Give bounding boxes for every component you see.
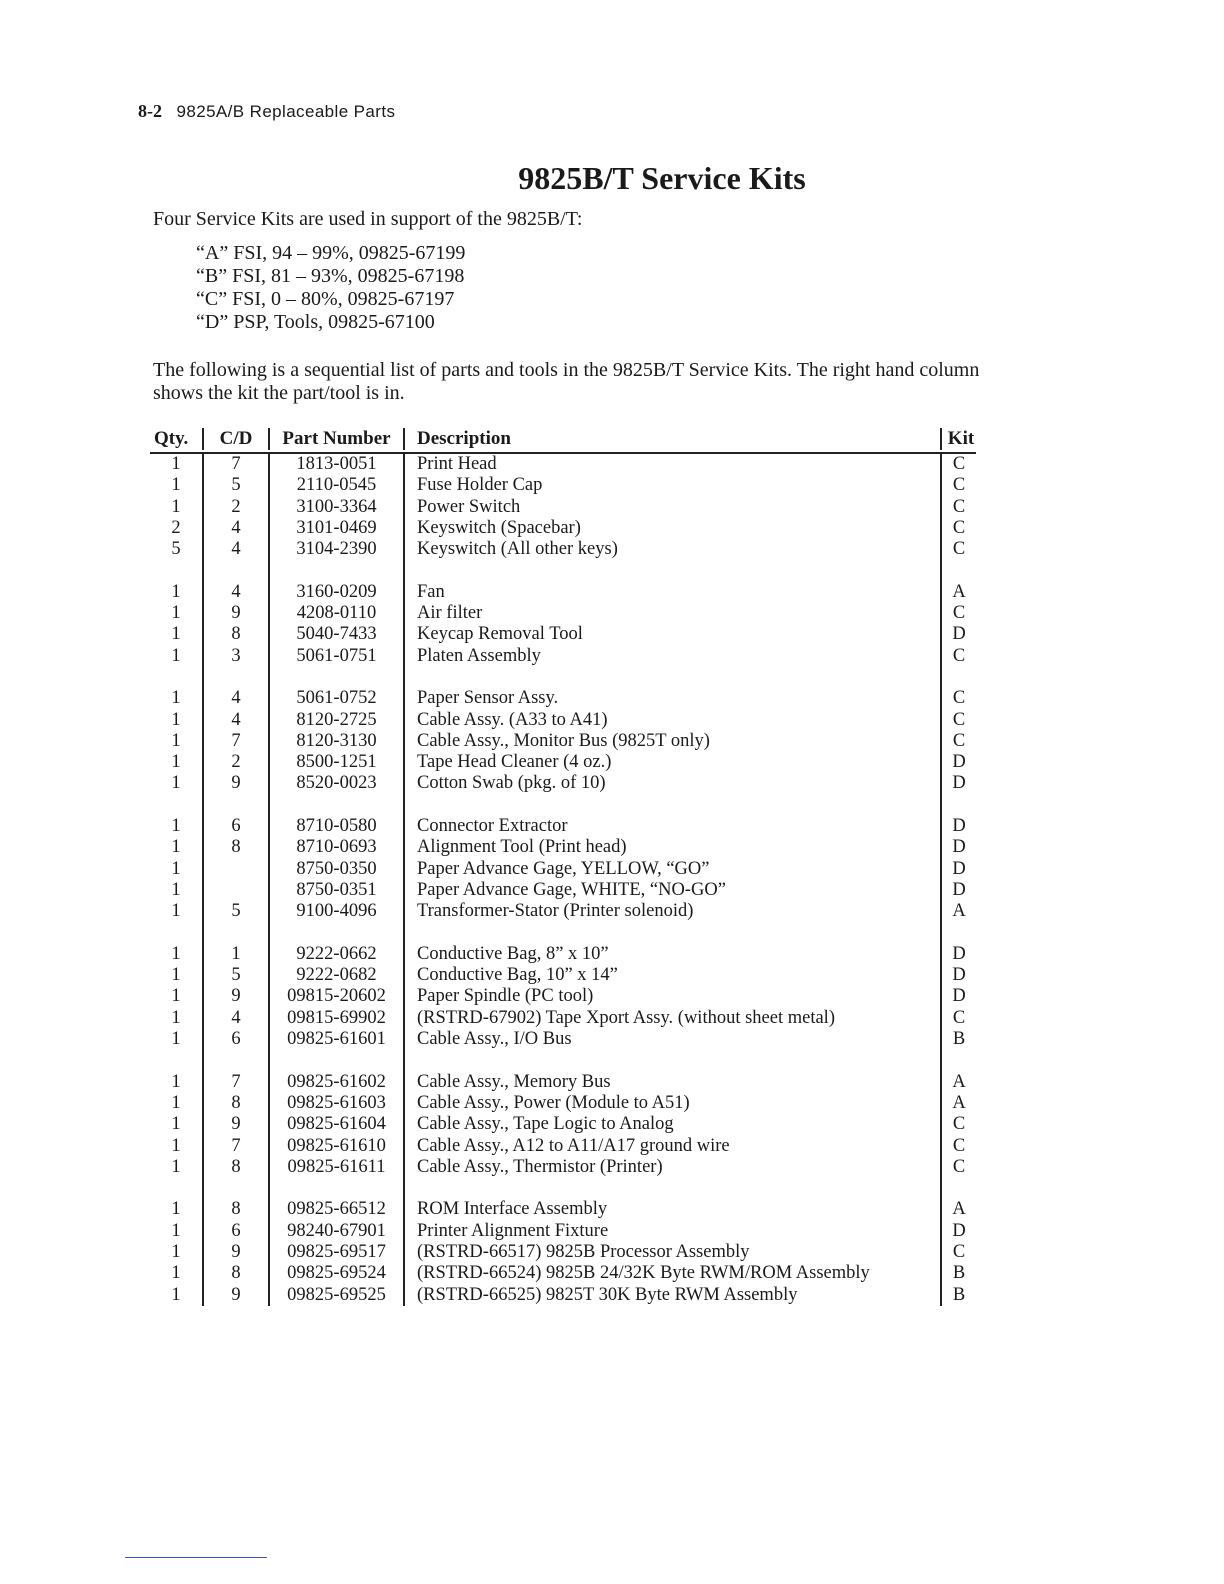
cell-qty: 1: [171, 1156, 181, 1177]
cell-kit: C: [940, 646, 976, 667]
cell-qty: 1: [171, 816, 181, 837]
spacer-cell: [202, 560, 268, 581]
spacer-cell: [202, 667, 268, 688]
cell-qty: 1: [171, 1263, 181, 1284]
table-row: [150, 1157, 976, 1178]
spacer-cell: [202, 1178, 268, 1199]
cell-part-number: 09825-61601: [268, 1029, 403, 1050]
cell-qty: 5: [171, 539, 181, 560]
cell-qty: 1: [171, 688, 181, 709]
cell-description: Paper Spindle (PC tool): [403, 986, 940, 1007]
cell-qty: 1: [171, 1029, 181, 1050]
spacer-cell: [940, 795, 976, 816]
cell-kit: C: [940, 1114, 976, 1135]
cell-cd: 8: [202, 1263, 268, 1284]
cell-qty: 1: [171, 1007, 181, 1028]
cell-part-number: 8500-1251: [268, 752, 403, 773]
spacer-cell: [150, 1050, 202, 1071]
header-kit: Kit: [940, 428, 976, 450]
cell-kit: C: [940, 688, 976, 709]
spacer-cell: [403, 923, 940, 944]
cell-description: Cable Assy., I/O Bus: [403, 1029, 940, 1050]
kit-list: [196, 242, 465, 334]
cell-cd: [202, 880, 268, 901]
table-row: [150, 710, 976, 731]
table-row: [150, 731, 976, 752]
spacer-cell: [202, 923, 268, 944]
spacer-cell: [268, 560, 403, 581]
cell-description: Power Switch: [403, 497, 940, 518]
cell-part-number: 8750-0351: [268, 880, 403, 901]
cell-part-number: 2110-0545: [268, 475, 403, 496]
cell-description: (RSTRD-66517) 9825B Processor Assembly: [403, 1242, 940, 1263]
spacer-cell: [268, 1050, 403, 1071]
cell-kit: D: [940, 837, 976, 858]
kit-item: “C” FSI, 0 – 80%, 09825-67197: [196, 288, 455, 310]
cell-description: Keycap Removal Tool: [403, 624, 940, 645]
cell-qty: 1: [171, 901, 181, 922]
table-row: [150, 475, 976, 496]
cell-kit: D: [940, 880, 976, 901]
cell-description: Fan: [403, 582, 940, 603]
cell-kit: D: [940, 624, 976, 645]
cell-qty: 1: [171, 454, 181, 474]
cell-description: Tape Head Cleaner (4 oz.): [403, 752, 940, 773]
table-row: [150, 1263, 976, 1284]
spacer-cell: [202, 795, 268, 816]
spacer-cell: [403, 795, 940, 816]
cell-cd: 8: [202, 837, 268, 858]
header-description: Description: [403, 428, 940, 450]
intro-text: Four Service Kits are used in support of the 9825B/T:: [153, 208, 583, 230]
cell-part-number: 09825-69525: [268, 1285, 403, 1306]
cell-cd: 9: [202, 1114, 268, 1135]
header-cd: C/D: [202, 428, 268, 450]
cell-part-number: 09825-61611: [268, 1157, 403, 1178]
table-row: [150, 1093, 976, 1114]
table-row: [150, 944, 976, 965]
cell-kit: D: [940, 859, 976, 880]
table-row: [150, 603, 976, 624]
cell-qty: 1: [171, 1092, 181, 1113]
table-row: [150, 1199, 976, 1220]
cell-description: Fuse Holder Cap: [403, 475, 940, 496]
cell-part-number: 3101-0469: [268, 518, 403, 539]
cell-part-number: 3160-0209: [268, 582, 403, 603]
cell-qty: 1: [171, 645, 181, 666]
spacer-cell: [150, 560, 202, 581]
spacer-cell: [150, 923, 202, 944]
table-row: [150, 582, 976, 603]
kit-item: “B” FSI, 81 – 93%, 09825-67198: [196, 265, 465, 287]
cell-part-number: 9222-0682: [268, 965, 403, 986]
cell-description: Cable Assy., Thermistor (Printer): [403, 1157, 940, 1178]
cell-part-number: 8710-0580: [268, 816, 403, 837]
cell-cd: 4: [202, 539, 268, 560]
cell-qty: 1: [171, 1114, 181, 1135]
cell-part-number: 5061-0751: [268, 646, 403, 667]
cell-cd: 8: [202, 1199, 268, 1220]
table-row: [150, 518, 976, 539]
cell-part-number: 09825-61604: [268, 1114, 403, 1135]
cell-part-number: 8710-0693: [268, 837, 403, 858]
cell-description: Cotton Swab (pkg. of 10): [403, 773, 940, 794]
cell-part-number: 3104-2390: [268, 539, 403, 560]
cell-kit: C: [940, 497, 976, 518]
cell-description: Cable Assy., Tape Logic to Analog: [403, 1114, 940, 1135]
cell-description: Conductive Bag, 10” x 14”: [403, 965, 940, 986]
cell-part-number: 09825-69517: [268, 1242, 403, 1263]
cell-qty: 1: [171, 965, 181, 986]
cell-kit: A: [940, 1199, 976, 1220]
page-title: 9825B/T Service Kits: [518, 160, 806, 196]
spacer-cell: [940, 1178, 976, 1199]
cell-cd: 5: [202, 965, 268, 986]
cell-qty: 1: [171, 709, 181, 730]
cell-qty: 1: [171, 1199, 181, 1220]
cell-qty: 1: [171, 730, 181, 751]
cell-cd: 4: [202, 582, 268, 603]
cell-qty: 1: [171, 1220, 181, 1241]
cell-cd: [202, 859, 268, 880]
cell-kit: C: [940, 731, 976, 752]
table-row: [150, 1136, 976, 1157]
cell-cd: 4: [202, 688, 268, 709]
spacer-cell: [150, 795, 202, 816]
table-row: [150, 624, 976, 645]
cell-cd: 8: [202, 1157, 268, 1178]
cell-cd: 8: [202, 624, 268, 645]
cell-kit: C: [940, 454, 976, 475]
cell-cd: 2: [202, 497, 268, 518]
cell-qty: 1: [171, 879, 181, 900]
cell-part-number: 09825-66512: [268, 1199, 403, 1220]
cell-qty: 2: [171, 517, 181, 538]
cell-part-number: 09825-61603: [268, 1093, 403, 1114]
spacer-cell: [202, 1050, 268, 1071]
cell-kit: A: [940, 582, 976, 603]
cell-kit: C: [940, 1242, 976, 1263]
row-spacer: [150, 1178, 976, 1199]
table-row: [150, 1285, 976, 1306]
spacer-cell: [268, 795, 403, 816]
row-spacer: [150, 1050, 976, 1071]
table-row: [150, 1221, 976, 1242]
cell-part-number: 8520-0023: [268, 773, 403, 794]
header-part-number: Part Number: [268, 428, 403, 450]
cell-kit: C: [940, 539, 976, 560]
table-row: [150, 816, 976, 837]
cell-qty: 1: [171, 624, 181, 645]
cell-description: Cable Assy., A12 to A11/A17 ground wire: [403, 1136, 940, 1157]
cell-part-number: 8120-2725: [268, 710, 403, 731]
cell-description: ROM Interface Assembly: [403, 1199, 940, 1220]
cell-qty: 1: [171, 752, 181, 773]
cell-cd: 8: [202, 1093, 268, 1114]
cell-kit: C: [940, 1136, 976, 1157]
spacer-cell: [403, 1050, 940, 1071]
table-row: [150, 773, 976, 794]
cell-part-number: 09825-61610: [268, 1136, 403, 1157]
table-header: [150, 427, 976, 454]
cell-cd: 9: [202, 603, 268, 624]
cell-qty: 1: [171, 858, 181, 879]
cell-part-number: 09815-20602: [268, 986, 403, 1007]
cell-part-number: 4208-0110: [268, 603, 403, 624]
cell-qty: 1: [171, 603, 181, 624]
cell-kit: C: [940, 475, 976, 496]
running-title: 9825A/B Replaceable Parts: [176, 102, 396, 121]
cell-part-number: 5061-0752: [268, 688, 403, 709]
table-row: [150, 1072, 976, 1093]
cell-kit: C: [940, 1157, 976, 1178]
cell-cd: 6: [202, 1221, 268, 1242]
cell-qty: 1: [171, 1135, 181, 1156]
table-row: [150, 859, 976, 880]
cell-cd: 2: [202, 752, 268, 773]
spacer-cell: [940, 1050, 976, 1071]
spacer-cell: [268, 1178, 403, 1199]
cell-kit: C: [940, 518, 976, 539]
cell-kit: B: [940, 1263, 976, 1284]
cell-description: Alignment Tool (Print head): [403, 837, 940, 858]
table-row: [150, 1029, 976, 1050]
cell-cd: 5: [202, 901, 268, 922]
cell-description: Connector Extractor: [403, 816, 940, 837]
table-row: [150, 901, 976, 922]
cell-cd: 4: [202, 1008, 268, 1029]
cell-part-number: 09825-61602: [268, 1072, 403, 1093]
spacer-cell: [403, 560, 940, 581]
spacer-cell: [940, 923, 976, 944]
cell-cd: 6: [202, 1029, 268, 1050]
cell-part-number: 9100-4096: [268, 901, 403, 922]
cell-part-number: 9222-0662: [268, 944, 403, 965]
cell-description: Transformer-Stator (Printer solenoid): [403, 901, 940, 922]
cell-kit: A: [940, 901, 976, 922]
cell-description: Cable Assy., Power (Module to A51): [403, 1093, 940, 1114]
cell-description: Cable Assy., Memory Bus: [403, 1072, 940, 1093]
cell-cd: 7: [202, 1072, 268, 1093]
cell-cd: 6: [202, 816, 268, 837]
cell-kit: D: [940, 965, 976, 986]
parts-table: [150, 427, 976, 1306]
table-row: [150, 688, 976, 709]
running-head: [138, 101, 395, 122]
cell-cd: 4: [202, 710, 268, 731]
spacer-cell: [150, 1178, 202, 1199]
table-row: [150, 1114, 976, 1135]
page-number: 8-2: [138, 101, 162, 121]
cell-description: Paper Advance Gage, WHITE, “NO-GO”: [403, 880, 940, 901]
cell-description: (RSTRD-67902) Tape Xport Assy. (without sheet metal): [403, 1008, 940, 1029]
cell-part-number: 3100-3364: [268, 497, 403, 518]
spacer-cell: [403, 667, 940, 688]
table-row: [150, 454, 976, 475]
spacer-cell: [150, 667, 202, 688]
cell-cd: 9: [202, 1242, 268, 1263]
table-row: [150, 752, 976, 773]
spacer-cell: [940, 560, 976, 581]
cell-kit: D: [940, 986, 976, 1007]
cell-description: (RSTRD-66525) 9825T 30K Byte RWM Assembly: [403, 1285, 940, 1306]
cell-description: Platen Assembly: [403, 646, 940, 667]
row-spacer: [150, 560, 976, 581]
cell-description: Printer Alignment Fixture: [403, 1221, 940, 1242]
table-row: [150, 965, 976, 986]
cell-kit: A: [940, 1072, 976, 1093]
kit-item: “A” FSI, 94 – 99%, 09825-67199: [196, 242, 466, 264]
cell-qty: 1: [171, 986, 181, 1007]
row-spacer: [150, 795, 976, 816]
cell-kit: C: [940, 1008, 976, 1029]
cell-part-number: 09825-69524: [268, 1263, 403, 1284]
spacer-cell: [403, 1178, 940, 1199]
spacer-cell: [940, 667, 976, 688]
spacer-cell: [268, 923, 403, 944]
cell-kit: C: [940, 710, 976, 731]
footer-rule: [125, 1557, 267, 1558]
cell-description: Cable Assy., Monitor Bus (9825T only): [403, 731, 940, 752]
cell-cd: 7: [202, 731, 268, 752]
cell-cd: 3: [202, 646, 268, 667]
table-row: [150, 1242, 976, 1263]
cell-description: Cable Assy. (A33 to A41): [403, 710, 940, 731]
cell-qty: 1: [171, 475, 181, 496]
cell-cd: 4: [202, 518, 268, 539]
table-row: [150, 539, 976, 560]
cell-kit: A: [940, 1093, 976, 1114]
cell-cd: 9: [202, 986, 268, 1007]
cell-cd: 5: [202, 475, 268, 496]
cell-qty: 1: [171, 1241, 181, 1262]
table-row: [150, 1008, 976, 1029]
row-spacer: [150, 923, 976, 944]
table-row: [150, 837, 976, 858]
cell-part-number: 5040-7433: [268, 624, 403, 645]
table-row: [150, 497, 976, 518]
cell-qty: 1: [171, 1071, 181, 1092]
cell-qty: 1: [171, 837, 181, 858]
cell-kit: D: [940, 1221, 976, 1242]
cell-cd: 7: [202, 454, 268, 475]
cell-kit: B: [940, 1029, 976, 1050]
cell-part-number: 98240-67901: [268, 1221, 403, 1242]
cell-description: Air filter: [403, 603, 940, 624]
cell-description: Keyswitch (Spacebar): [403, 518, 940, 539]
cell-description: Paper Sensor Assy.: [403, 688, 940, 709]
cell-kit: D: [940, 944, 976, 965]
table-row: [150, 986, 976, 1007]
cell-qty: 1: [171, 496, 181, 517]
cell-part-number: 09815-69902: [268, 1008, 403, 1029]
cell-kit: B: [940, 1285, 976, 1306]
row-spacer: [150, 667, 976, 688]
cell-qty: 1: [171, 1284, 181, 1305]
header-qty: Qty.: [154, 428, 189, 449]
cell-description: Paper Advance Gage, YELLOW, “GO”: [403, 859, 940, 880]
cell-description: (RSTRD-66524) 9825B 24/32K Byte RWM/ROM Assembly: [403, 1263, 940, 1284]
cell-kit: D: [940, 773, 976, 794]
cell-cd: 9: [202, 1285, 268, 1306]
cell-qty: 1: [171, 773, 181, 794]
cell-cd: 1: [202, 944, 268, 965]
cell-cd: 7: [202, 1136, 268, 1157]
cell-kit: D: [940, 752, 976, 773]
table-row: [150, 880, 976, 901]
table-body: [150, 454, 976, 1306]
cell-description: Conductive Bag, 8” x 10”: [403, 944, 940, 965]
kit-item: “D” PSP, Tools, 09825-67100: [196, 311, 435, 333]
cell-description: Keyswitch (All other keys): [403, 539, 940, 560]
spacer-cell: [268, 667, 403, 688]
cell-kit: C: [940, 603, 976, 624]
cell-qty: 1: [171, 943, 181, 964]
cell-cd: 9: [202, 773, 268, 794]
description-paragraph: The following is a sequential list of parts and tools in the 9825B/T Service Kits. The right hand column shows the kit the part/tool is in.: [153, 359, 980, 404]
table-row: [150, 646, 976, 667]
cell-part-number: 8750-0350: [268, 859, 403, 880]
cell-part-number: 1813-0051: [268, 454, 403, 475]
cell-qty: 1: [171, 581, 181, 602]
cell-part-number: 8120-3130: [268, 731, 403, 752]
cell-description: Print Head: [403, 454, 940, 475]
cell-kit: D: [940, 816, 976, 837]
